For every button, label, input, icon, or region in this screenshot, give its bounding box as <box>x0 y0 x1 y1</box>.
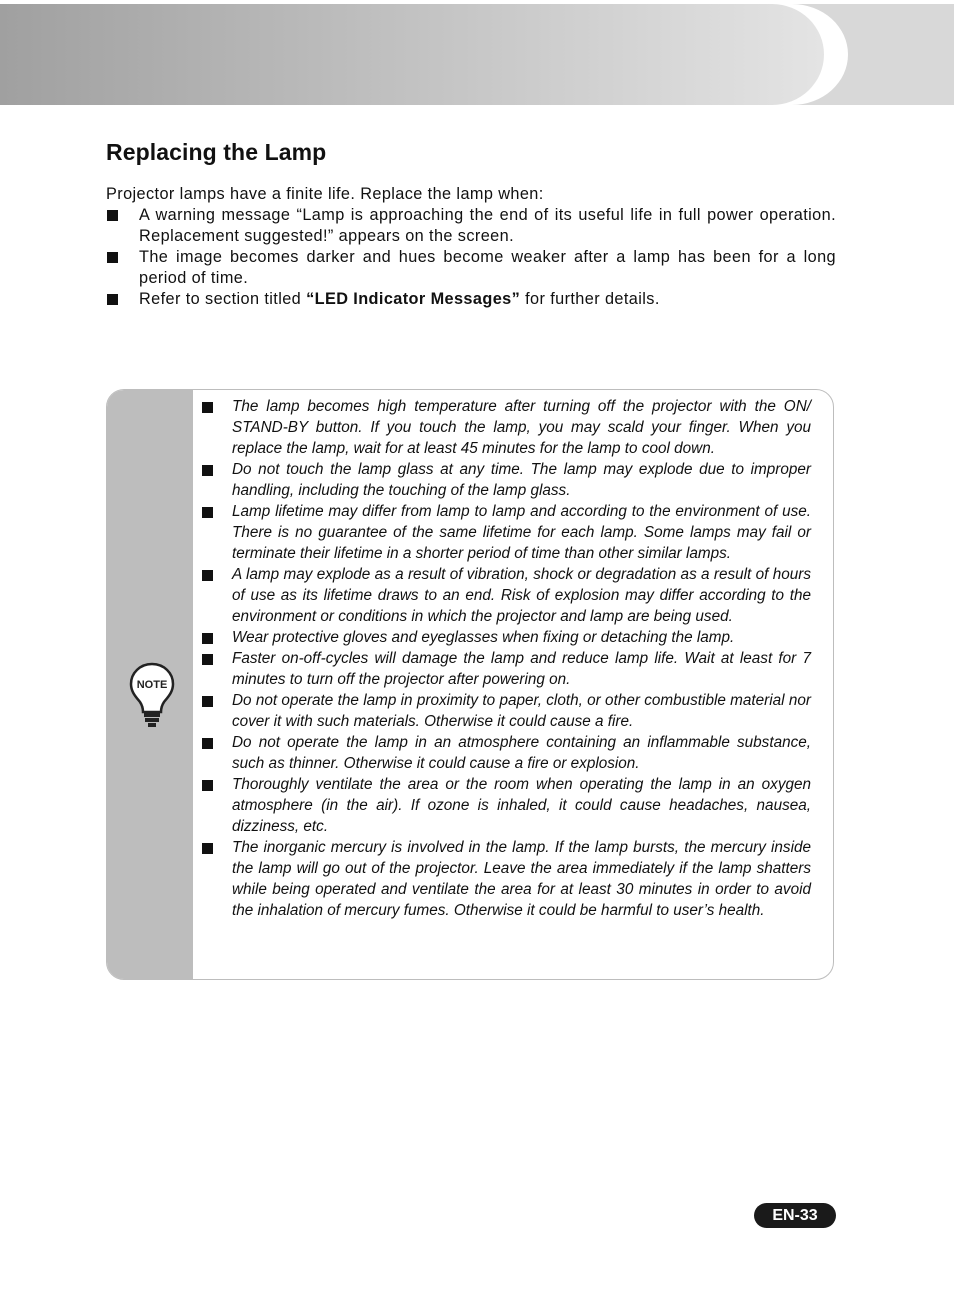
square-bullet-icon <box>107 294 118 305</box>
square-bullet-icon <box>202 843 213 854</box>
square-bullet-icon <box>202 654 213 665</box>
note-item <box>201 690 811 732</box>
intro-text: Projector lamps have a finite life. Replace the lamp when: <box>106 185 544 203</box>
note-item-text: Faster on-off-cycles will damage the lamp and reduce lamp life. Wait at least for 7 minutes to turn off the projector after powering on. <box>232 650 811 688</box>
note-item <box>201 774 811 837</box>
square-bullet-icon <box>202 507 213 518</box>
note-item-text: The inorganic mercury is involved in the lamp. If the lamp bursts, the mercury inside the lamp will go out of the projector. Leave the area immediately if the lamp shatters while being operated and ventilate the area for at least 30 minutes in order to avoid the inhalation of mercury fumes. Otherwise it could be harmful to user’s health. <box>232 839 811 919</box>
square-bullet-icon <box>202 696 213 707</box>
note-icon-label: NOTE <box>136 679 168 691</box>
square-bullet-icon <box>202 402 213 413</box>
note-item <box>201 564 811 627</box>
note-item <box>201 501 811 564</box>
list-item-text: A warning message “Lamp is approaching the end of its useful life in full power operation. Replacement suggested!” appears on the screen. <box>139 206 836 245</box>
note-item-text: Lamp lifetime may differ from lamp to lamp and according to the environment of use. There is no guarantee of the same lifetime for each lamp. Some lamps may fail or terminate their lifetime in a shorter period of time than other similar lamps. <box>232 503 811 562</box>
note-list <box>201 396 811 921</box>
list-item-text-prefix: Refer to section titled <box>139 290 307 308</box>
list-item <box>106 247 836 289</box>
square-bullet-icon <box>107 252 118 263</box>
note-item <box>201 648 811 690</box>
section-title: Replacing the Lamp <box>106 139 327 165</box>
page-number-badge: EN-33 <box>754 1203 836 1228</box>
note-item-text: Do not operate the lamp in an atmosphere containing an inflammable substance, such as thinner. Otherwise it could cause a fire or explosion. <box>232 734 811 772</box>
list-item <box>106 205 836 247</box>
note-box <box>106 389 834 980</box>
note-bulb-icon <box>128 662 176 728</box>
note-item <box>201 459 811 501</box>
note-sidebar <box>107 390 193 979</box>
list-item-text: The image becomes darker and hues become weaker after a lamp has been for a long period of time. <box>139 248 836 287</box>
square-bullet-icon <box>202 570 213 581</box>
note-item-text: Do not touch the lamp glass at any time. The lamp may explode due to improper handling, including the touching of the lamp glass. <box>232 461 811 499</box>
note-item <box>201 837 811 921</box>
list-item <box>106 289 836 310</box>
note-item-text: The lamp becomes high temperature after turning off the projector with the ON/ STAND-BY button. If you touch the lamp, you may scald your finger. When you replace the lamp, wait for at least 45 minutes for the lamp to cool down. <box>232 398 811 457</box>
intro-section <box>106 184 836 310</box>
replace-conditions-list <box>106 205 836 310</box>
note-item-text: Do not operate the lamp in proximity to paper, cloth, or other combustible material nor cover it with such materials. Otherwise it could cause a fire. <box>232 692 811 730</box>
note-item-text: Thoroughly ventilate the area or the room when operating the lamp in an oxygen atmosphere (in the air). If ozone is inhaled, it could cause headaches, nausea, dizziness, etc. <box>232 776 811 835</box>
note-item-text: Wear protective gloves and eyeglasses when fixing or detaching the lamp. <box>232 629 735 646</box>
led-messages-reference: “LED Indicator Messages” <box>306 290 521 308</box>
note-item <box>201 732 811 774</box>
square-bullet-icon <box>202 738 213 749</box>
note-item <box>201 627 811 648</box>
note-item <box>201 396 811 459</box>
square-bullet-icon <box>202 465 213 476</box>
square-bullet-icon <box>107 210 118 221</box>
note-item-text: A lamp may explode as a result of vibration, shock or degradation as a result of hours of use as its lifetime draws to an end. Risk of explosion may differ according to the environment or conditions in which the projector and lamp are being used. <box>232 566 811 625</box>
square-bullet-icon <box>202 633 213 644</box>
square-bullet-icon <box>202 780 213 791</box>
header-band <box>0 4 954 105</box>
list-item-text-suffix: for further details. <box>520 290 660 308</box>
